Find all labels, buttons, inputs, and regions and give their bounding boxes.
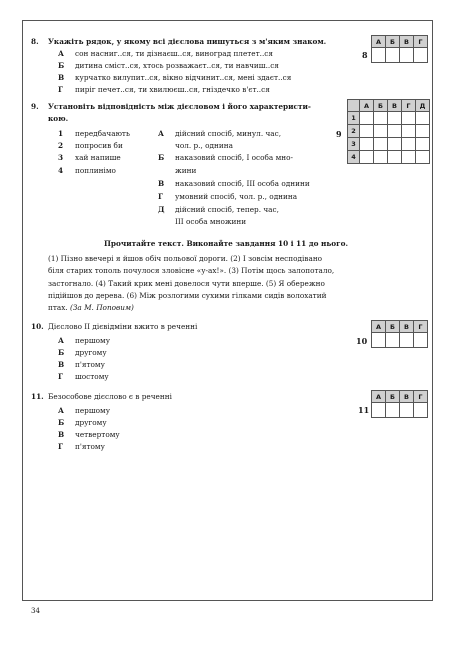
q11-answer-cell-b[interactable] — [386, 403, 400, 418]
q9-answer-cell[interactable] — [360, 151, 374, 164]
q9-right-c-letter: В — [158, 179, 165, 188]
q9-answer-cell[interactable] — [416, 151, 430, 164]
q9-number: 9. — [31, 102, 39, 111]
q9-answer-cell[interactable] — [374, 151, 388, 164]
q9-left-4: поплинімо — [75, 166, 116, 175]
reading-line-5 — [48, 303, 134, 312]
q8-option-a: сон насниг..ся, ти дізнаєш..ся, виноград плетет..ся — [75, 49, 273, 58]
q11-grid-header-a: А — [372, 391, 386, 403]
q8-number: 8. — [31, 37, 39, 46]
q9-grid-header-b: Б — [374, 100, 388, 112]
q9-answer-cell[interactable] — [388, 125, 402, 138]
q11-option-d: п'ятому — [75, 442, 105, 451]
q9-grid-row-4: 4 — [348, 151, 360, 164]
q9-prompt-line1: Установіть відповідність між дієсловом і його характеристи- — [48, 102, 311, 111]
q9-grid-header-a: А — [360, 100, 374, 112]
q11-option-b: другому — [75, 418, 107, 427]
q10-option-c-letter: В — [58, 360, 65, 369]
q9-right-e-line2: ІІІ особа множини — [175, 217, 247, 226]
q11-grid-header-d: Г — [414, 391, 428, 403]
q9-right-d-letter: Г — [158, 192, 164, 201]
q8-grid-header-b: Б — [386, 36, 400, 48]
q9-answer-cell[interactable] — [360, 112, 374, 125]
reading-source: (За М. Поповим) — [70, 303, 134, 312]
q8-answer-cell-a[interactable] — [372, 48, 386, 63]
q9-answer-cell[interactable] — [360, 125, 374, 138]
q9-right-a-letter: А — [158, 129, 164, 138]
q11-grid-header-b: Б — [386, 391, 400, 403]
q9-right-c-line1: наказовий спосіб, ІІІ особа однини — [175, 179, 310, 188]
q11-option-b-letter: Б — [58, 418, 65, 427]
q11-option-c: четвертому — [75, 430, 120, 439]
q9-answer-cell[interactable] — [416, 138, 430, 151]
q10-option-a: першому — [75, 336, 110, 345]
q8-answer-cell-d[interactable] — [414, 48, 428, 63]
q10-option-a-letter: А — [58, 336, 64, 345]
q11-answer-cell-a[interactable] — [372, 403, 386, 418]
q9-grid-row-2: 2 — [348, 125, 360, 138]
q11-answer-grid — [371, 390, 428, 418]
q9-grid-corner — [348, 100, 360, 112]
q9-left-2-num: 2 — [58, 141, 64, 150]
q10-answer-grid — [371, 320, 428, 348]
q8-answer-cell-c[interactable] — [400, 48, 414, 63]
q10-option-b: другому — [75, 348, 107, 357]
q8-grid-header-a: А — [372, 36, 386, 48]
q9-answer-cell[interactable] — [388, 151, 402, 164]
q11-option-a-letter: А — [58, 406, 64, 415]
q8-option-d-letter: Г — [58, 85, 64, 94]
q11-option-a: першому — [75, 406, 110, 415]
q8-grid-label: 8 — [362, 50, 368, 60]
q9-right-e-line1: дійсний спосіб, тепер. час, — [175, 205, 279, 214]
q10-prompt: Дієслово ІІ дієвідміни вжито в реченні — [48, 322, 198, 331]
q9-right-a-line2: чол. р., однина — [175, 141, 233, 150]
q10-option-c: п'ятому — [75, 360, 105, 369]
q10-grid-header-a: А — [372, 321, 386, 333]
q9-answer-grid — [347, 99, 430, 164]
q9-answer-cell[interactable] — [360, 138, 374, 151]
q9-answer-cell[interactable] — [374, 125, 388, 138]
q11-prompt: Безособове дієслово є в реченні — [48, 392, 172, 401]
q11-answer-cell-d[interactable] — [414, 403, 428, 418]
q9-answer-cell[interactable] — [416, 112, 430, 125]
q10-grid-label: 10 — [356, 336, 368, 346]
q10-number: 10. — [31, 322, 44, 331]
q10-answer-cell-b[interactable] — [386, 333, 400, 348]
q9-grid-label: 9 — [336, 129, 342, 139]
page-number: 34 — [31, 607, 40, 615]
q9-grid-row-3: 3 — [348, 138, 360, 151]
q9-left-1: передбачають — [75, 129, 130, 138]
q9-left-1-num: 1 — [58, 129, 64, 138]
q11-option-d-letter: Г — [58, 442, 64, 451]
q9-answer-cell[interactable] — [402, 151, 416, 164]
q9-left-2: попросив би — [75, 141, 123, 150]
q9-grid-header-c: В — [388, 100, 402, 112]
q9-grid-header-e: Д — [416, 100, 430, 112]
q9-answer-cell[interactable] — [374, 138, 388, 151]
q10-grid-header-d: Г — [414, 321, 428, 333]
q8-grid-header-c: В — [400, 36, 414, 48]
q9-left-3-num: 3 — [58, 153, 64, 162]
q9-prompt-line2: кою. — [48, 114, 69, 123]
reading-line-4: підійшов до дерева. (6) Між розлогими сухими гілками сидів волохатий — [48, 291, 327, 300]
q10-answer-cell-a[interactable] — [372, 333, 386, 348]
q8-prompt: Укажіть рядок, у якому всі дієслова пишуться з м'яким знаком. — [48, 37, 327, 46]
q8-option-c: курчатко вилупит..ся, вікно відчинит..ся, мені здаєт..ся — [75, 73, 292, 82]
q10-grid-header-c: В — [400, 321, 414, 333]
q9-right-d-line1: умовний спосіб, чол. р., однина — [175, 192, 298, 201]
q9-answer-cell[interactable] — [402, 112, 416, 125]
q9-left-4-num: 4 — [58, 166, 64, 175]
q8-option-b: дитина сміст..ся, хтось розважаєт..ся, ти навчиш..ся — [75, 61, 279, 70]
q11-grid-label: 11 — [358, 405, 370, 415]
q9-right-b-line2: жини — [175, 166, 197, 175]
q11-grid-header-c: В — [400, 391, 414, 403]
q9-right-b-letter: Б — [158, 153, 165, 162]
q9-right-e-letter: Д — [158, 205, 165, 214]
q8-grid-header-d: Г — [414, 36, 428, 48]
q11-option-c-letter: В — [58, 430, 65, 439]
q9-right-a-line1: дійсний спосіб, минул. час, — [175, 129, 282, 138]
q10-option-d-letter: Г — [58, 372, 64, 381]
q9-answer-cell[interactable] — [416, 125, 430, 138]
q8-option-b-letter: Б — [58, 61, 65, 70]
q10-answer-cell-c[interactable] — [400, 333, 414, 348]
reading-line-3: застогнало. (4) Такий крик мені довелося чути вперше. (5) Я обережно — [48, 279, 325, 288]
reading-last-line: птах. — [48, 303, 68, 312]
reading-heading: Прочитайте текст. Виконайте завдання 10 і 11 до нього. — [104, 239, 349, 248]
q9-answer-cell[interactable] — [388, 138, 402, 151]
q9-answer-cell[interactable] — [374, 112, 388, 125]
q9-answer-cell[interactable] — [402, 125, 416, 138]
q9-grid-header-d: Г — [402, 100, 416, 112]
q9-right-b-line1: наказовий спосіб, І особа мно- — [175, 153, 293, 162]
q8-option-c-letter: В — [58, 73, 65, 82]
reading-line-2: біля старих тополь почулося зловісне «у-ах!». (3) Потім щось залопотало, — [48, 266, 335, 275]
q10-option-b-letter: Б — [58, 348, 65, 357]
q10-option-d: шостому — [75, 372, 109, 381]
q10-grid-header-b: Б — [386, 321, 400, 333]
q11-answer-cell-c[interactable] — [400, 403, 414, 418]
q8-option-a-letter: А — [58, 49, 64, 58]
q8-option-d: пиріг печет..ся, ти хвилюєш..ся, гніздечко в'єт..ся — [75, 85, 270, 94]
q9-left-3: хай напише — [75, 153, 121, 162]
q11-number: 11. — [31, 392, 44, 401]
q8-answer-grid — [371, 35, 428, 63]
q9-answer-cell[interactable] — [388, 112, 402, 125]
q10-answer-cell-d[interactable] — [414, 333, 428, 348]
q9-answer-cell[interactable] — [402, 138, 416, 151]
reading-line-1: (1) Пізно ввечері я йшов обіч польової дороги. (2) І зовсім несподівано — [48, 254, 323, 263]
q8-answer-cell-b[interactable] — [386, 48, 400, 63]
q9-grid-row-1: 1 — [348, 112, 360, 125]
